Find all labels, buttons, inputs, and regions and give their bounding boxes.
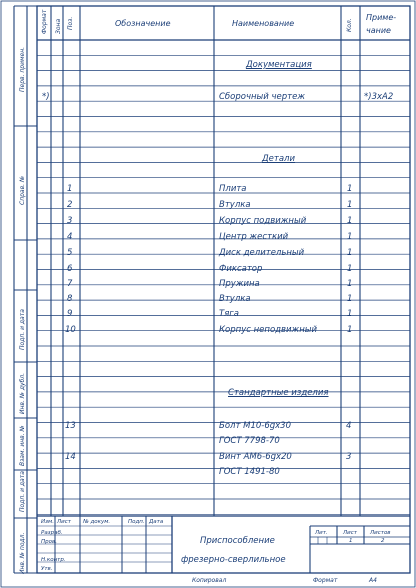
- tb-lit: Лит.: [315, 530, 328, 536]
- standard-name: Винт АМ6-6gх20: [219, 452, 292, 462]
- tb-list: Лист: [57, 519, 71, 525]
- tb-razrab: Разраб.: [41, 530, 63, 536]
- side-label-inv-dubl: Инв. № дубл.: [19, 372, 26, 414]
- side-label-podp-data-1: Подп. и дата: [19, 309, 26, 350]
- standard-qty: 3: [346, 452, 352, 462]
- side-label-podp-data-2: Подп. и дата: [19, 471, 26, 512]
- side-label-sprav-no: Справ. №: [19, 175, 26, 205]
- detail-name: Корпус подвижный: [219, 216, 307, 226]
- detail-name: Втулка: [219, 200, 251, 210]
- header-format: Формат: [41, 9, 48, 34]
- standard-pos: 13: [65, 421, 76, 431]
- header-pos: Поз.: [67, 16, 74, 30]
- footer-format-value: А4: [369, 577, 377, 584]
- tb-izm: Изм.: [41, 519, 54, 525]
- section-standard: Стандартные изделия: [228, 388, 329, 398]
- detail-name: Корпус неподвижный: [219, 325, 317, 335]
- header-qty: Кол.: [346, 18, 353, 32]
- detail-qty: 1: [347, 184, 353, 194]
- tb-title-line2: фрезерно-сверлильное: [181, 555, 286, 565]
- tb-prov: Пров.: [41, 539, 57, 545]
- standard-name: ГОСТ 7798-70: [219, 436, 280, 446]
- detail-qty: 1: [347, 216, 353, 226]
- tb-doc-no: № докум.: [83, 519, 111, 525]
- tb-utv: Утв.: [41, 566, 53, 572]
- detail-qty: 1: [347, 264, 353, 274]
- side-label-vzam-inv: Взам. инв. №: [19, 425, 26, 466]
- detail-name: Тяга: [219, 309, 239, 319]
- detail-pos: 7: [67, 279, 73, 289]
- detail-pos: 5: [67, 248, 73, 258]
- detail-qty: 1: [347, 200, 353, 210]
- detail-pos: 6: [67, 264, 73, 274]
- detail-pos: 9: [67, 309, 73, 319]
- section-details: Детали: [262, 154, 295, 164]
- side-label-inv-podl: Инв. № подл.: [19, 532, 26, 574]
- detail-qty: 1: [347, 248, 353, 258]
- detail-qty: 1: [347, 294, 353, 304]
- detail-pos: 10: [65, 325, 76, 335]
- tb-podp: Подп.: [128, 519, 145, 525]
- detail-pos: 3: [67, 216, 73, 226]
- detail-pos: 2: [67, 200, 73, 210]
- standard-qty: 4: [346, 421, 352, 431]
- header-zone: Зона: [55, 18, 62, 34]
- standard-name: ГОСТ 1491-80: [219, 467, 280, 477]
- tb-data: Дата: [149, 519, 164, 525]
- footer-copied: Копировал: [192, 577, 227, 584]
- standard-pos: 14: [65, 452, 76, 462]
- tb-list-col: Лист: [343, 530, 357, 536]
- header-name: Наименование: [232, 19, 295, 28]
- detail-name: Втулка: [219, 294, 251, 304]
- detail-pos: 1: [67, 184, 73, 194]
- tb-listov-value: 2: [381, 538, 385, 544]
- detail-pos: 4: [67, 232, 73, 242]
- doc-row-format: *): [42, 92, 50, 102]
- tb-listov: Листов: [370, 530, 391, 536]
- detail-name: Центр жесткий: [219, 232, 289, 242]
- detail-name: Фиксатор: [219, 264, 263, 274]
- side-label-perv-primen: Перв. примен.: [19, 46, 26, 92]
- detail-name: Диск делительный: [219, 248, 305, 258]
- tb-list-value: 1: [349, 538, 353, 544]
- doc-row-name: Сборочный чертеж: [219, 92, 305, 102]
- footer-format-label: Формат: [313, 577, 338, 584]
- doc-row-note: *)3хА2: [364, 92, 394, 102]
- detail-pos: 8: [67, 294, 73, 304]
- detail-name: Пружина: [219, 279, 260, 289]
- detail-name: Плита: [219, 184, 247, 194]
- detail-qty: 1: [347, 279, 353, 289]
- detail-qty: 1: [347, 232, 353, 242]
- header-designation: Обозначение: [115, 19, 171, 28]
- detail-qty: 1: [347, 325, 353, 335]
- header-note-line1: Приме-: [366, 13, 397, 22]
- tb-n-kontr: Н.контр.: [41, 557, 66, 563]
- section-documentation: Документация: [246, 60, 312, 70]
- header-note-line2: чание: [366, 26, 391, 35]
- standard-name: Болт М10-6gх30: [219, 421, 291, 431]
- tb-title-line1: Приспособление: [200, 536, 275, 546]
- detail-qty: 1: [347, 309, 353, 319]
